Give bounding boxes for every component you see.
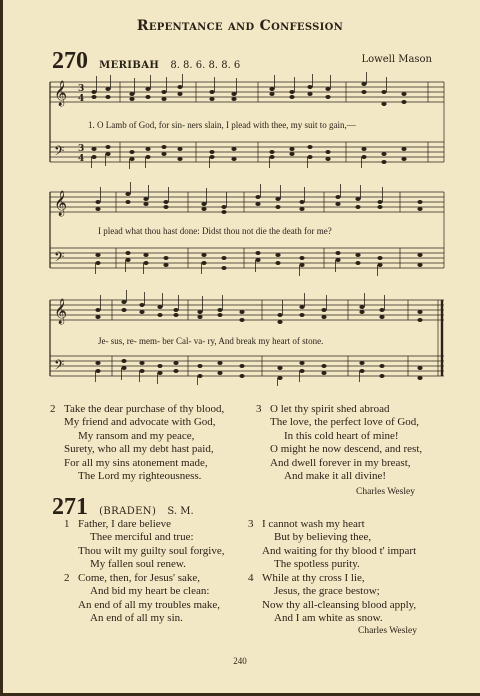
verse-line: O let thy spirit shed abroad	[270, 403, 390, 415]
svg-text:3: 3	[78, 84, 85, 94]
verse-number: 2	[64, 572, 70, 584]
verse-number: 1	[64, 518, 70, 530]
verse-line: I cannot wash my heart	[262, 518, 365, 530]
verse-line: And bid my heart be clean:	[90, 585, 210, 598]
svg-text:3: 3	[78, 144, 85, 154]
hymn-270-verse-2	[50, 403, 224, 483]
verse-line: Thou wilt my guilty soul forgive,	[78, 544, 225, 557]
verse-line: My ransom and my peace,	[78, 429, 195, 442]
svg-text:𝄞: 𝄞	[54, 191, 68, 216]
verse-number: 3	[256, 403, 262, 415]
verse-line: Jesus, the grace bestow;	[274, 585, 380, 598]
verse-line: An end of all my sin.	[90, 612, 183, 625]
hymn-271-heading	[52, 494, 432, 521]
hymn-number: 271	[52, 494, 88, 520]
svg-text:𝄞: 𝄞	[54, 299, 68, 324]
verse-line: Take the dear purchase of thy blood,	[64, 403, 225, 415]
svg-text:𝄢: 𝄢	[54, 249, 65, 268]
verse-line: The spotless purity.	[274, 558, 360, 571]
verse-line: And waiting for thy blood t' impart	[262, 544, 417, 557]
verse-line: The love, the perfect love of God,	[270, 416, 420, 429]
tune-name: MERIBAH	[99, 60, 160, 71]
verse-line: Surety, who all my debt hast paid,	[64, 443, 214, 456]
lyrics-row-2: I plead what thou hast done: Didst thou not die the death for me?	[98, 226, 332, 236]
lyrics-row-1: 1. O Lamb of God, for sin- ners slain, I plead with thee, my suit to gain,—	[88, 120, 356, 130]
verse-line: But by believing thee,	[274, 531, 372, 544]
hymn-number: 270	[52, 48, 88, 74]
page-title: Repentance and Confession	[136, 18, 344, 34]
hymn-270-author: Charles Wesley	[356, 487, 415, 497]
svg-text:𝄢: 𝄢	[54, 143, 65, 162]
verse-line: An end of all my troubles make,	[78, 598, 221, 611]
meter: S. M.	[167, 506, 194, 517]
verse-line: Now thy all-cleansing blood apply,	[262, 598, 417, 611]
verse-line: And I am white as snow.	[274, 612, 383, 625]
verse-line: In this cold heart of mine!	[284, 429, 399, 442]
verse-line: The Lord my righteousness.	[78, 470, 202, 483]
lyrics-row-3: Je- sus, re- mem- ber Cal- va- ry, And break my heart of stone.	[98, 336, 324, 346]
hymn-271-author: Charles Wesley	[358, 626, 417, 636]
hymn-270-verse-3	[256, 403, 422, 483]
verse-line: Thee merciful and true:	[90, 531, 194, 544]
verse-line: O might he now descend, and rest,	[270, 443, 423, 456]
hymn-271-verse-2	[64, 572, 220, 626]
verse-line: And dwell forever in my breast,	[270, 456, 411, 469]
verse-number: 3	[248, 518, 254, 530]
verse-number: 2	[50, 403, 56, 415]
verse-line: For all my sins atonement made,	[64, 456, 208, 469]
hymn-271-verse-4	[248, 572, 416, 626]
composer: Lowell Mason	[361, 54, 432, 65]
hymn-271-verse-3	[248, 518, 416, 572]
verse-line: And make it all divine!	[284, 470, 387, 483]
tune-name: (BRADEN)	[99, 506, 157, 517]
verse-number: 4	[248, 572, 254, 584]
verse-line: Father, I dare believe	[78, 518, 172, 530]
verse-line: My fallen soul renew.	[90, 558, 186, 571]
svg-text:𝄞: 𝄞	[54, 81, 68, 106]
page-number: 240	[233, 656, 247, 666]
verse-line: Come, then, for Jesus' sake,	[78, 572, 201, 584]
hymn-271-verse-1	[64, 518, 224, 572]
verse-line: While at thy cross I lie,	[262, 572, 365, 584]
svg-text:𝄢: 𝄢	[54, 357, 65, 376]
meter: 8. 8. 6. 8. 8. 6	[170, 60, 241, 71]
verse-line: My friend and advocate with God,	[64, 416, 216, 429]
svg-text:4: 4	[78, 154, 85, 164]
svg-text:4: 4	[78, 94, 85, 104]
hymn-270-heading	[52, 48, 432, 75]
